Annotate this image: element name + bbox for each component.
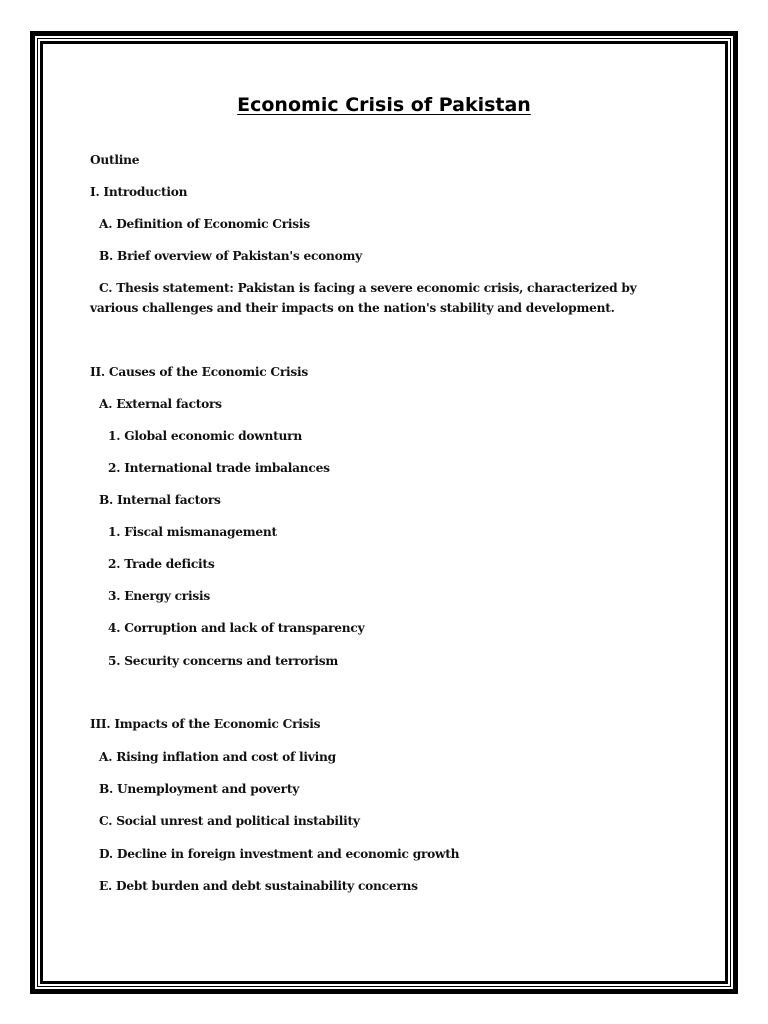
outline-item: E. Debt burden and debt sustainability concerns bbox=[99, 879, 418, 893]
outline-item: 3. Energy crisis bbox=[108, 589, 210, 603]
subsection-heading-external: A. External factors bbox=[99, 397, 222, 411]
outline-item: 2. Trade deficits bbox=[108, 557, 215, 571]
outline-heading: Outline bbox=[90, 153, 140, 167]
section-heading-introduction: I. Introduction bbox=[90, 185, 188, 199]
outline-item: A. Definition of Economic Crisis bbox=[99, 217, 310, 231]
outline-item: 1. Global economic downturn bbox=[108, 429, 302, 443]
outline-item: C. Social unrest and political instability bbox=[99, 814, 360, 828]
section-heading-causes: II. Causes of the Economic Crisis bbox=[90, 365, 309, 379]
outline-item: 1. Fiscal mismanagement bbox=[108, 525, 277, 539]
thesis-statement: C. Thesis statement: Pakistan is facing a severe economic crisis, characterized by various challenges and their impacts on the nation's stability and development. bbox=[90, 281, 637, 315]
document-title: Economic Crisis of Pakistan bbox=[237, 94, 531, 116]
subsection-heading-internal: B. Internal factors bbox=[99, 493, 221, 507]
outline-item: 4. Corruption and lack of transparency bbox=[108, 621, 365, 635]
outline-item: 2. International trade imbalances bbox=[108, 461, 330, 475]
outline-item: D. Decline in foreign investment and economic growth bbox=[99, 847, 460, 861]
outline-item: B. Brief overview of Pakistan's economy bbox=[99, 249, 362, 263]
outline-item: B. Unemployment and poverty bbox=[99, 782, 300, 796]
section-heading-impacts: III. Impacts of the Economic Crisis bbox=[90, 717, 321, 731]
outline-item: 5. Security concerns and terrorism bbox=[108, 654, 338, 668]
outline-item: A. Rising inflation and cost of living bbox=[99, 750, 336, 764]
